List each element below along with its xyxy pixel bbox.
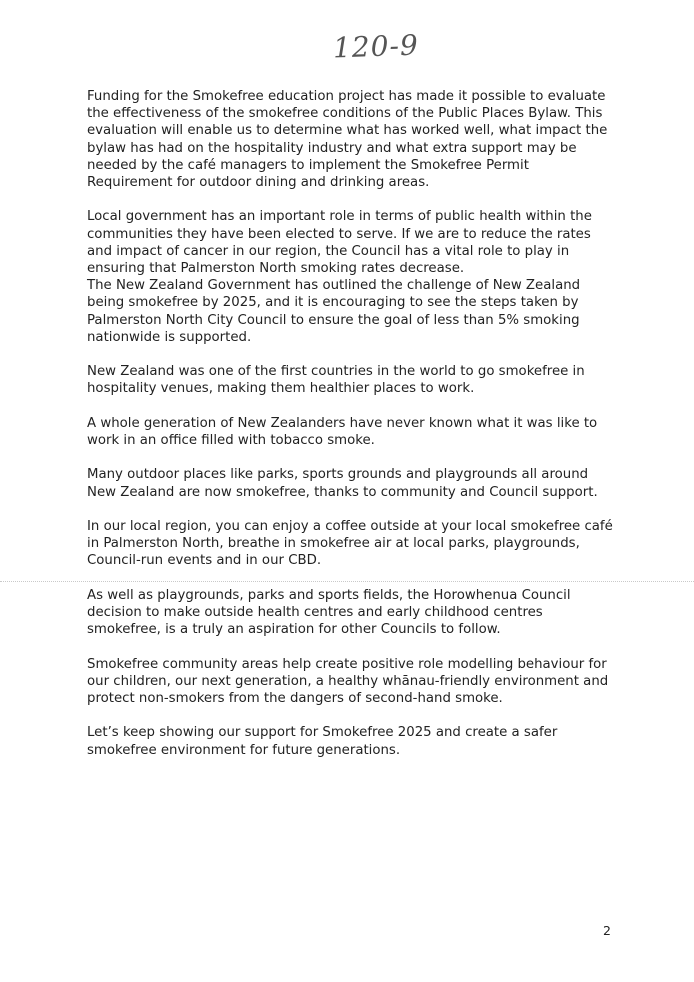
- paragraph-hospitality-venues: New Zealand was one of the first countries in the world to go smokefree in hospitality venues, making them healthier places to work.: [87, 364, 585, 397]
- handwritten-reference-mark: 120-9: [332, 28, 420, 65]
- paragraph-outdoor-places: Many outdoor places like parks, sports grounds and playgrounds all around New Zealand are now smokefree, thanks to community and Council support.: [87, 467, 598, 500]
- paragraph-community-areas: Smokefree community areas help create positive role modelling behaviour for our children, our next generation, a healthy whānau-friendly environment and protect non-smokers from the dangers of second-hand smoke.: [87, 656, 609, 706]
- paragraph-funding: Funding for the Smokefree education project has made it possible to evaluate the effectiveness of the smokefree conditions of the Public Places Bylaw. This evaluation will enable us to determine what has worked well, what impact the bylaw has had on the hospitality industry and what extra support may be needed by the café managers to implement the Smokefree Permit Requirement for outdoor dining and drinking areas.: [87, 89, 608, 191]
- paragraph-closing: Let’s keep showing our support for Smokefree 2025 and create a safer smokefree environment for future generations.: [87, 725, 558, 758]
- paragraph-local-region: In our local region, you can enjoy a coffee outside at your local smokefree café in Palmerston North, breathe in smokefree air at local parks, playgrounds, Council-run events and in our CBD.: [87, 519, 613, 569]
- paragraph-generation: A whole generation of New Zealanders have never known what it was like to work in an office filled with tobacco smoke.: [87, 415, 598, 449]
- paragraph-local-government: Local government has an important role in terms of public health within the communities they have been elected to serve. If we are to reduce the rates and impact of cancer in our region, the Council has a vital role to play in ensuring that Palmerston North smoking rates decrease.: [87, 209, 592, 277]
- scan-artifact-line: [0, 581, 694, 582]
- paragraph-nz-government: The New Zealand Government has outlined the challenge of New Zealand being smokefree by 2025, and it is encouraging to see the steps taken by Palmerston North City Council to ensure the goal of less than 5% smoking nationwide is supported.: [87, 278, 581, 345]
- paragraph-horowhenua: As well as playgrounds, parks and sports fields, the Horowhenua Council decision to make outside health centres and early childhood centres smokefree, is a truly an aspiration for other Councils to follow.: [87, 587, 571, 638]
- page-number: 2: [603, 923, 611, 938]
- document-body: [87, 88, 617, 776]
